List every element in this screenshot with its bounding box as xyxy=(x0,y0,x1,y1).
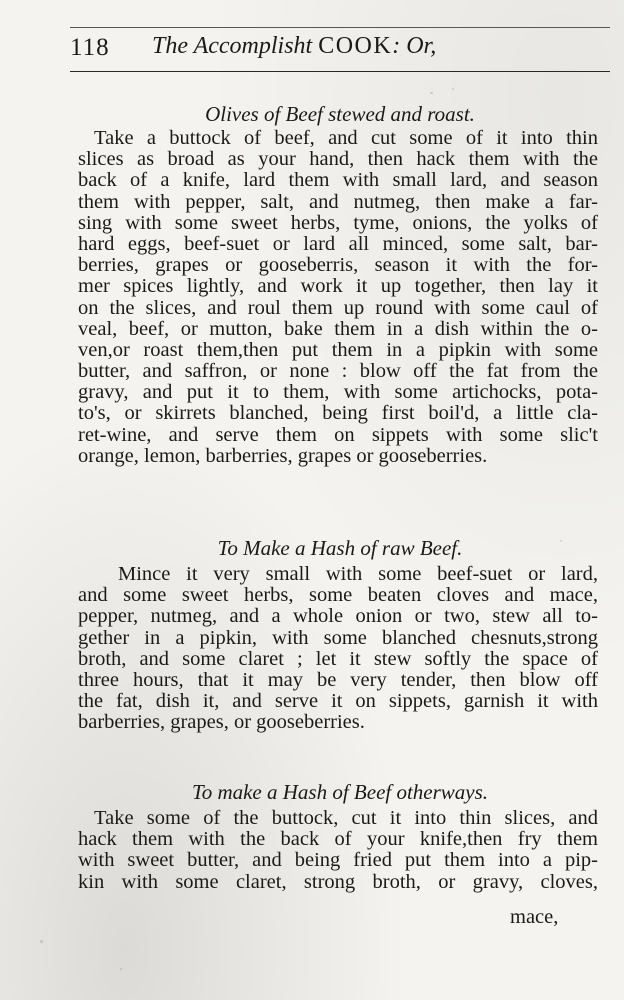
text-line: orange, lemon, barberries, grapes or gooseberries. xyxy=(78,444,488,467)
text-line: mer spices lightly, and work it up together, then lay it xyxy=(78,275,598,298)
text-line: veal, beef, or mutton, bake them in a dish within the o- xyxy=(78,317,598,340)
text-line: broth, and some claret ; let it stew softly the space of xyxy=(78,647,598,670)
text-line: back of a knife, lard them with small lard, and season xyxy=(78,169,598,192)
text-line: them with pepper, salt, and nutmeg, then make a far- xyxy=(78,190,598,213)
recipe-body xyxy=(78,128,598,467)
text-line: ven,or roast them,then put them in a pipkin with some xyxy=(78,338,598,361)
text-line: gravy, and put it to them, with some artichocks, pota- xyxy=(78,381,598,404)
running-title xyxy=(152,33,436,60)
catchword: mace, xyxy=(510,906,559,928)
text-line: three hours, that it may be very tender, then blow off xyxy=(78,668,598,691)
running-title-caps: COOK xyxy=(318,33,393,59)
paper-speck xyxy=(452,88,454,90)
text-line: Take a buttock of beef, and cut some of it into thin xyxy=(94,127,598,149)
recipe-heading: To make a Hash of Beef otherways. xyxy=(191,780,489,804)
recipe-heading: To Make a Hash of raw Beef. xyxy=(217,536,463,560)
paper-speck xyxy=(560,540,562,542)
text-line: slices as broad as your hand, then hack them with the xyxy=(78,148,598,171)
page-number: 118 xyxy=(70,34,110,61)
recipe-body xyxy=(78,808,598,893)
text-line: Take some of the buttock, cut it into thin slices, and xyxy=(94,807,598,829)
text-line: berries, grapes or gooseberris, season it with the for- xyxy=(78,254,598,277)
text-line: Mince it very small with some beef-suet or lard, xyxy=(118,563,598,585)
text-line: hack them with the back of your knife,then fry them xyxy=(78,828,598,851)
text-line: and some sweet herbs, some beaten cloves and mace, xyxy=(78,584,598,607)
text-line: ret-wine, and serve them on sippets with some slic't xyxy=(78,423,598,446)
running-title-tail: : Or, xyxy=(392,33,437,59)
top-edge-rule xyxy=(70,27,610,28)
text-line: sing with some sweet herbs, tyme, onions, the yolks of xyxy=(78,211,598,234)
recipe-heading: Olives of Beef stewed and roast. xyxy=(205,102,475,126)
running-title-italic: The Accomplisht xyxy=(152,33,313,59)
text-line: with sweet butter, and being fried put them into a pip- xyxy=(78,849,598,872)
header-rule xyxy=(70,71,610,72)
text-line: hard eggs, beef-suet or lard all minced, some salt, bar- xyxy=(78,232,598,255)
paper-speck xyxy=(120,968,122,970)
text-line: to's, or skirrets blanched, being first boil'd, a little cla- xyxy=(78,402,598,425)
text-line: gether in a pipkin, with some blanched chesnuts,strong xyxy=(78,626,598,649)
paper-speck xyxy=(430,92,433,94)
text-line: butter, and saffron, or none : blow off the fat from the xyxy=(78,360,598,383)
text-line: on the slices, and roul them up round with some caul of xyxy=(78,296,598,319)
text-line: pepper, nutmeg, and a whole onion or two, stew all to- xyxy=(78,605,598,628)
text-line: kin with some claret, strong broth, or gravy, cloves, xyxy=(78,870,598,893)
paper-speck xyxy=(40,940,43,943)
text-line: barberries, grapes, or gooseberries. xyxy=(78,711,365,734)
text-line: the fat, dish it, and serve it on sippets, garnish it with xyxy=(78,690,598,713)
recipe-body xyxy=(78,564,598,734)
page-header xyxy=(70,30,610,70)
